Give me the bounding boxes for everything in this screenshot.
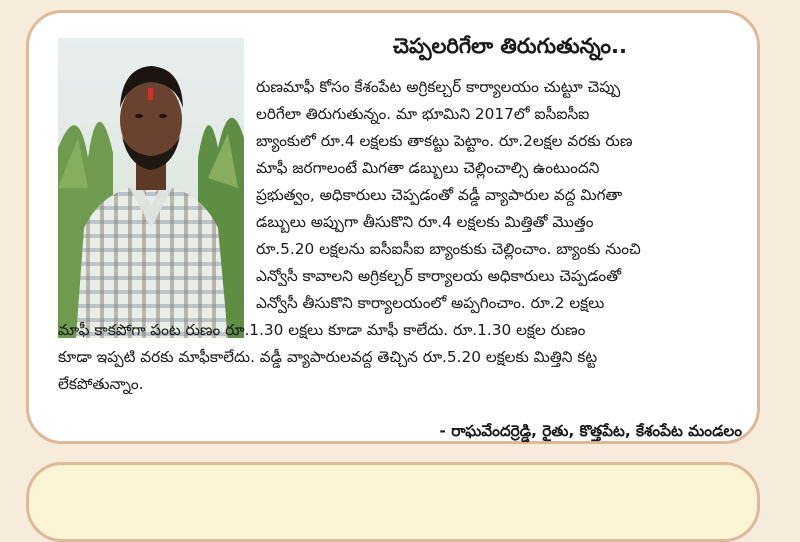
body-line: బ్యాంకులో రూ.4 లక్షలకు తాకట్టు పెట్టాం. రూ.2లక్షల వరకు రుణ xyxy=(256,132,633,150)
body-line: మాఫీ జరగాలంటే మిగతా డబ్బులు చెల్లించాల్సి ఉంటుందని xyxy=(256,159,600,177)
body-line: ప్రభుత్వం, అధికారులు చెప్పడంతో వడ్డీ వ్యాపారుల వద్ద మిగతా xyxy=(256,186,623,204)
article-byline: - రాఘవేందర్రెడ్డి, రైతు, కొత్తపేట, కేశంపేట మండలం xyxy=(439,422,742,440)
body-line: ఎన్వోసీ తీసుకొని కార్యాలయంలో అప్పగించాం. రూ.2 లక్షలు xyxy=(256,294,605,312)
body-line: కూడా ఇప్పటి వరకు మాఫీకాలేదు. వడ్డీ వ్యాపారులవద్ద తెచ్చిన రూ.5.20 లక్షలకు మిత్తిని కట్ట xyxy=(58,348,598,366)
next-article-card xyxy=(26,462,760,542)
body-line: లరిగేలా తిరుగుతున్నం. మా భూమిని 2017లో ఐసీఐసీఐ xyxy=(256,105,590,123)
body-line: రుణమాఫీ కోసం కేశంపేట అగ్రికల్చర్ కార్యాలయం చుట్టూ చెప్పు xyxy=(256,78,621,96)
article-body xyxy=(58,74,744,398)
body-line: మాఫీ కాకపోగా పంట రుణం రూ.1.30 లక్షలు కూడా మాఫీ కాలేదు. రూ.1.30 లక్షల రుణం xyxy=(58,321,586,339)
body-line: రూ.5.20 లక్షలను ఐసీఐసీఐ బ్యాంకుకు చెల్లించాం. బ్యాంకు నుంచి xyxy=(256,240,641,258)
body-line: ఎన్వోసీ కావాలని అగ్రికల్చర్ కార్యాలయ అధికారులు చెప్పడంతో xyxy=(256,267,622,285)
article-headline: చెప్పలరిగేలా తిరుగుతున్నం.. xyxy=(393,34,627,58)
body-line: లేకపోతున్నాం. xyxy=(58,375,144,393)
body-line: డబ్బులు అప్పుగా తీసుకొని రూ.4 లక్షలకు మిత్తితో మొత్తం xyxy=(256,213,594,231)
